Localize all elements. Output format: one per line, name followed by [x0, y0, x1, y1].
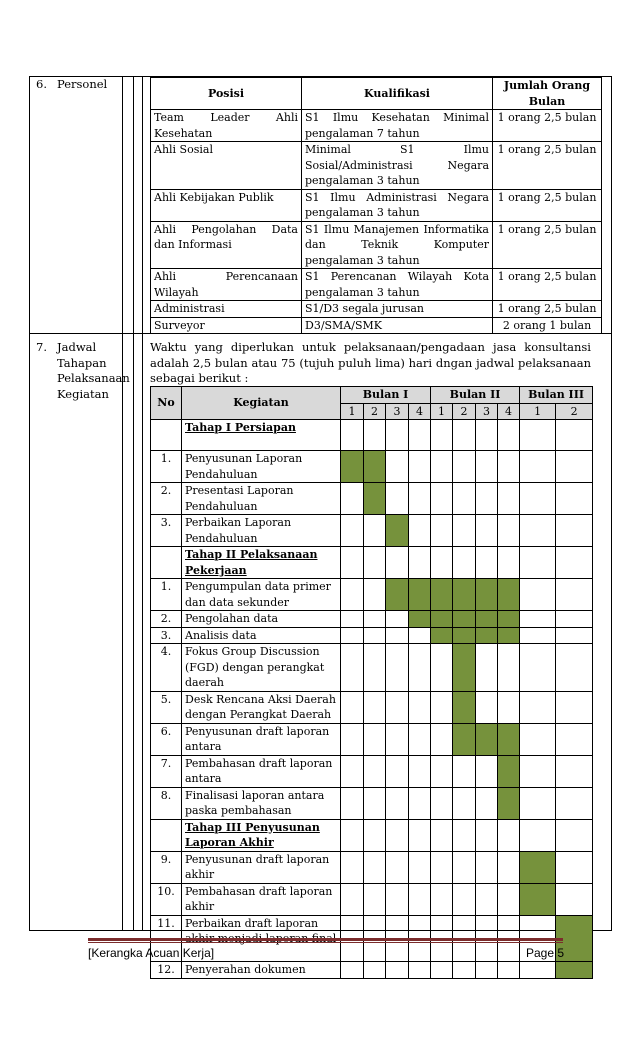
schedule-empty-cell	[498, 883, 520, 915]
schedule-empty-cell	[409, 483, 431, 515]
section-title-jadwal: Jadwal Tahapan Pelaksanaan Kegiatan	[57, 340, 130, 401]
footer-document-title: [Kerangka Acuan Kerja]	[88, 946, 215, 960]
schedule-phase-row	[151, 547, 593, 579]
section-number: 7.	[36, 340, 47, 354]
schedule-empty-cell	[341, 962, 364, 979]
personnel-kualifikasi: Minimal S1 Ilmu Sosial/Administrasi Negara pengalaman 3 tahun	[302, 142, 493, 190]
header-week: 4	[498, 403, 520, 420]
schedule-empty-cell	[386, 723, 409, 755]
schedule-empty-cell	[476, 755, 498, 787]
schedule-empty-cell	[341, 644, 364, 692]
header-kegiatan: Kegiatan	[182, 387, 341, 420]
personnel-kualifikasi: D3/SMA/SMK	[302, 317, 493, 334]
schedule-kegiatan: Pembahasan draft laporan akhir	[182, 883, 341, 915]
schedule-kegiatan: Fokus Group Discussion (FGD) dengan perangkat daerah	[182, 644, 341, 692]
schedule-empty-cell	[431, 691, 453, 723]
personnel-row	[151, 317, 602, 334]
schedule-empty-cell	[498, 691, 520, 723]
schedule-bar-cell	[453, 691, 476, 723]
schedule-no: 1.	[151, 579, 182, 611]
schedule-empty-cell	[431, 819, 453, 851]
schedule-kegiatan: Tahap I Persiapan	[182, 420, 341, 451]
schedule-empty-cell	[409, 883, 431, 915]
schedule-empty-cell	[341, 547, 364, 579]
schedule-kegiatan: Analisis data	[182, 627, 341, 644]
schedule-empty-cell	[341, 883, 364, 915]
schedule-empty-cell	[520, 611, 556, 628]
schedule-empty-cell	[386, 787, 409, 819]
personnel-jumlah: 1 orang 2,5 bulan	[493, 189, 602, 221]
schedule-empty-cell	[364, 627, 386, 644]
schedule-task-row	[151, 851, 593, 883]
schedule-bar-cell	[498, 579, 520, 611]
schedule-empty-cell	[386, 483, 409, 515]
schedule-empty-cell	[520, 787, 556, 819]
footer-rule	[88, 942, 563, 943]
schedule-empty-cell	[520, 962, 556, 979]
schedule-empty-cell	[364, 579, 386, 611]
schedule-bar-cell	[386, 515, 409, 547]
schedule-empty-cell	[556, 883, 593, 915]
schedule-kegiatan: Perbaikan draft laporan	[182, 915, 341, 962]
header-posisi: Posisi	[151, 78, 302, 110]
schedule-no: 9.	[151, 851, 182, 883]
schedule-empty-cell	[341, 420, 364, 451]
schedule-empty-cell	[409, 819, 431, 851]
schedule-empty-cell	[498, 644, 520, 692]
personnel-kualifikasi: S1 Ilmu Manajemen Informatika dan Teknik Komputer pengalaman 3 tahun	[302, 221, 493, 269]
schedule-bar-cell	[498, 627, 520, 644]
schedule-empty-cell	[364, 691, 386, 723]
schedule-empty-cell	[386, 547, 409, 579]
schedule-empty-cell	[341, 851, 364, 883]
schedule-task-row	[151, 962, 593, 979]
schedule-bar-cell	[453, 611, 476, 628]
schedule-empty-cell	[409, 627, 431, 644]
personnel-posisi: Ahli Kebijakan Publik	[151, 189, 302, 221]
section-number: 6.	[36, 77, 47, 91]
schedule-task-row	[151, 579, 593, 611]
schedule-kegiatan: Perbaikan Laporan Pendahuluan	[182, 515, 341, 547]
schedule-bar-cell	[498, 755, 520, 787]
schedule-empty-cell	[520, 420, 556, 451]
personnel-table	[150, 77, 602, 334]
schedule-empty-cell	[364, 883, 386, 915]
schedule-empty-cell	[364, 515, 386, 547]
schedule-empty-cell	[431, 515, 453, 547]
schedule-empty-cell	[341, 515, 364, 547]
schedule-empty-cell	[341, 819, 364, 851]
header-week: 1	[520, 403, 556, 420]
schedule-no: 5.	[151, 691, 182, 723]
schedule-intro: Waktu yang diperlukan untuk pelaksanaan/pengadaan jasa konsultansi adalah 2,5 bulan atau 75 (tujuh puluh lima) hari dngan jadwal pelaksanaan sebagai berikut :	[150, 340, 591, 385]
personnel-kualifikasi: S1 Ilmu Administrasi Negara pengalaman 3 tahun	[302, 189, 493, 221]
personnel-jumlah: 1 orang 2,5 bulan	[493, 301, 602, 318]
personnel-jumlah: 1 orang 2,5 bulan	[493, 142, 602, 190]
schedule-empty-cell	[431, 483, 453, 515]
schedule-kegiatan: Penyusunan Laporan Pendahuluan	[182, 451, 341, 483]
schedule-empty-cell	[476, 451, 498, 483]
header-jumlah: Jumlah Orang Bulan	[493, 78, 602, 110]
schedule-no: 4.	[151, 644, 182, 692]
schedule-task-row	[151, 644, 593, 692]
schedule-empty-cell	[386, 611, 409, 628]
personnel-kualifikasi: S1 Ilmu Kesehatan Minimal pengalaman 7 tahun	[302, 110, 493, 142]
personnel-row	[151, 189, 602, 221]
schedule-empty-cell	[386, 851, 409, 883]
schedule-empty-cell	[341, 723, 364, 755]
column-line	[133, 76, 134, 931]
schedule-bar-cell	[498, 787, 520, 819]
schedule-bar-cell	[364, 483, 386, 515]
schedule-empty-cell	[453, 451, 476, 483]
schedule-task-row	[151, 787, 593, 819]
schedule-no	[151, 547, 182, 579]
schedule-bar-cell	[386, 579, 409, 611]
schedule-kegiatan: Pengolahan data	[182, 611, 341, 628]
schedule-empty-cell	[386, 691, 409, 723]
schedule-empty-cell	[556, 627, 593, 644]
column-line	[122, 76, 123, 931]
schedule-empty-cell	[409, 962, 431, 979]
schedule-empty-cell	[520, 515, 556, 547]
schedule-empty-cell	[431, 851, 453, 883]
header-month: Bulan II	[431, 387, 520, 404]
schedule-phase-row	[151, 420, 593, 451]
schedule-empty-cell	[364, 851, 386, 883]
schedule-empty-cell	[386, 420, 409, 451]
schedule-bar-cell	[409, 611, 431, 628]
schedule-task-row	[151, 755, 593, 787]
schedule-task-row	[151, 883, 593, 915]
schedule-empty-cell	[364, 819, 386, 851]
schedule-task-row	[151, 627, 593, 644]
schedule-bar-cell	[431, 611, 453, 628]
personnel-jumlah: 2 orang 1 bulan	[493, 317, 602, 334]
schedule-bar-cell	[341, 451, 364, 483]
personnel-posisi: Ahli Perencanaan Wilayah	[151, 269, 302, 301]
schedule-empty-cell	[520, 755, 556, 787]
schedule-phase-row	[151, 819, 593, 851]
schedule-empty-cell	[431, 787, 453, 819]
schedule-empty-cell	[341, 579, 364, 611]
header-week: 3	[386, 403, 409, 420]
schedule-bar-cell	[409, 579, 431, 611]
schedule-empty-cell	[364, 723, 386, 755]
schedule-empty-cell	[520, 579, 556, 611]
schedule-empty-cell	[498, 515, 520, 547]
schedule-empty-cell	[364, 755, 386, 787]
schedule-no: 2.	[151, 483, 182, 515]
header-week: 2	[556, 403, 593, 420]
schedule-no	[151, 819, 182, 851]
schedule-empty-cell	[409, 787, 431, 819]
schedule-empty-cell	[520, 723, 556, 755]
schedule-empty-cell	[409, 691, 431, 723]
personnel-row	[151, 110, 602, 142]
schedule-empty-cell	[431, 883, 453, 915]
header-week: 3	[476, 403, 498, 420]
schedule-empty-cell	[386, 627, 409, 644]
schedule-no: 11.	[151, 915, 182, 962]
schedule-no: 3.	[151, 627, 182, 644]
personnel-posisi: Ahli Pengolahan Data dan Informasi	[151, 221, 302, 269]
schedule-empty-cell	[431, 644, 453, 692]
schedule-empty-cell	[431, 451, 453, 483]
schedule-task-row	[151, 451, 593, 483]
header-month: Bulan III	[520, 387, 593, 404]
schedule-task-row	[151, 611, 593, 628]
schedule-kegiatan: Penyusunan draft laporan antara	[182, 723, 341, 755]
schedule-empty-cell	[476, 962, 498, 979]
schedule-empty-cell	[556, 755, 593, 787]
schedule-bar-cell	[453, 723, 476, 755]
schedule-task-row	[151, 515, 593, 547]
schedule-empty-cell	[520, 691, 556, 723]
schedule-empty-cell	[386, 962, 409, 979]
header-no: No	[151, 387, 182, 420]
schedule-empty-cell	[341, 787, 364, 819]
schedule-no: 1.	[151, 451, 182, 483]
schedule-empty-cell	[520, 451, 556, 483]
schedule-empty-cell	[498, 420, 520, 451]
schedule-empty-cell	[520, 483, 556, 515]
schedule-task-row	[151, 691, 593, 723]
schedule-empty-cell	[453, 962, 476, 979]
schedule-bar-cell	[431, 579, 453, 611]
schedule-bar-cell	[453, 579, 476, 611]
schedule-empty-cell	[409, 515, 431, 547]
schedule-empty-cell	[409, 420, 431, 451]
schedule-empty-cell	[364, 644, 386, 692]
schedule-empty-cell	[556, 819, 593, 851]
schedule-empty-cell	[453, 787, 476, 819]
schedule-empty-cell	[453, 547, 476, 579]
schedule-empty-cell	[431, 723, 453, 755]
schedule-empty-cell	[476, 483, 498, 515]
schedule-empty-cell	[556, 420, 593, 451]
personnel-row	[151, 269, 602, 301]
schedule-no: 6.	[151, 723, 182, 755]
schedule-empty-cell	[386, 755, 409, 787]
schedule-empty-cell	[364, 611, 386, 628]
header-week: 2	[453, 403, 476, 420]
schedule-empty-cell	[453, 420, 476, 451]
schedule-no	[151, 420, 182, 451]
schedule-kegiatan: Tahap III Penyusunan Laporan Akhir	[182, 819, 341, 851]
schedule-empty-cell	[364, 547, 386, 579]
schedule-empty-cell	[556, 851, 593, 883]
personnel-posisi: Team Leader Ahli Kesehatan	[151, 110, 302, 142]
footer-page-number: Page 5	[526, 946, 565, 960]
schedule-bar-cell	[476, 723, 498, 755]
schedule-bar-cell	[476, 579, 498, 611]
header-kualifikasi: Kualifikasi	[302, 78, 493, 110]
schedule-table	[150, 386, 593, 979]
personnel-row	[151, 142, 602, 190]
schedule-empty-cell	[431, 547, 453, 579]
schedule-bar-cell	[520, 883, 556, 915]
schedule-empty-cell	[476, 819, 498, 851]
schedule-kegiatan: Tahap II Pelaksanaan Pekerjaan	[182, 547, 341, 579]
schedule-kegiatan: Penyusunan draft laporan akhir	[182, 851, 341, 883]
personnel-row	[151, 221, 602, 269]
schedule-empty-cell	[364, 962, 386, 979]
schedule-empty-cell	[556, 644, 593, 692]
personnel-kualifikasi: S1 Perencanan Wilayah Kota pengalaman 3 tahun	[302, 269, 493, 301]
schedule-empty-cell	[341, 691, 364, 723]
schedule-no: 3.	[151, 515, 182, 547]
schedule-empty-cell	[556, 451, 593, 483]
personnel-posisi: Surveyor	[151, 317, 302, 334]
schedule-bar-cell	[476, 611, 498, 628]
schedule-empty-cell	[453, 851, 476, 883]
schedule-empty-cell	[386, 451, 409, 483]
schedule-empty-cell	[409, 547, 431, 579]
header-week: 1	[341, 403, 364, 420]
schedule-empty-cell	[498, 451, 520, 483]
schedule-empty-cell	[386, 644, 409, 692]
schedule-empty-cell	[341, 611, 364, 628]
schedule-empty-cell	[556, 483, 593, 515]
schedule-empty-cell	[476, 644, 498, 692]
schedule-empty-cell	[453, 819, 476, 851]
schedule-empty-cell	[498, 819, 520, 851]
schedule-empty-cell	[364, 420, 386, 451]
schedule-empty-cell	[476, 851, 498, 883]
schedule-empty-cell	[453, 515, 476, 547]
header-month: Bulan I	[341, 387, 431, 404]
schedule-bar-cell	[364, 451, 386, 483]
schedule-no: 2.	[151, 611, 182, 628]
schedule-empty-cell	[520, 819, 556, 851]
schedule-kegiatan: Pengumpulan data primer dan data sekunder	[182, 579, 341, 611]
schedule-bar-cell	[431, 627, 453, 644]
schedule-empty-cell	[341, 755, 364, 787]
schedule-kegiatan: Penyerahan dokumen	[182, 962, 341, 979]
schedule-empty-cell	[520, 547, 556, 579]
personnel-posisi: Ahli Sosial	[151, 142, 302, 190]
schedule-empty-cell	[520, 627, 556, 644]
schedule-empty-cell	[453, 483, 476, 515]
schedule-empty-cell	[556, 723, 593, 755]
schedule-empty-cell	[409, 723, 431, 755]
schedule-empty-cell	[386, 819, 409, 851]
schedule-empty-cell	[556, 611, 593, 628]
schedule-empty-cell	[498, 483, 520, 515]
schedule-empty-cell	[364, 787, 386, 819]
schedule-no: 10.	[151, 883, 182, 915]
schedule-bar-cell	[453, 644, 476, 692]
personnel-jumlah: 1 orang 2,5 bulan	[493, 221, 602, 269]
schedule-bar-cell	[498, 723, 520, 755]
schedule-empty-cell	[453, 755, 476, 787]
footer-rule	[88, 938, 563, 941]
schedule-bar-cell	[498, 611, 520, 628]
personnel-jumlah: 1 orang 2,5 bulan	[493, 269, 602, 301]
schedule-empty-cell	[386, 883, 409, 915]
schedule-empty-cell	[476, 515, 498, 547]
schedule-no: 8.	[151, 787, 182, 819]
schedule-bar-cell	[556, 962, 593, 979]
schedule-empty-cell	[498, 851, 520, 883]
personnel-row	[151, 301, 602, 318]
schedule-empty-cell	[556, 787, 593, 819]
schedule-empty-cell	[520, 644, 556, 692]
personnel-kualifikasi: S1/D3 segala jurusan	[302, 301, 493, 318]
schedule-empty-cell	[476, 547, 498, 579]
schedule-empty-cell	[498, 962, 520, 979]
schedule-empty-cell	[431, 420, 453, 451]
schedule-empty-cell	[476, 883, 498, 915]
schedule-bar-cell	[476, 627, 498, 644]
schedule-empty-cell	[556, 515, 593, 547]
schedule-empty-cell	[453, 883, 476, 915]
schedule-bar-cell	[520, 851, 556, 883]
schedule-empty-cell	[341, 627, 364, 644]
schedule-no: 7.	[151, 755, 182, 787]
column-line	[142, 76, 143, 931]
personnel-posisi: Administrasi	[151, 301, 302, 318]
schedule-task-row	[151, 723, 593, 755]
schedule-empty-cell	[409, 851, 431, 883]
schedule-empty-cell	[431, 962, 453, 979]
schedule-empty-cell	[341, 483, 364, 515]
schedule-empty-cell	[476, 420, 498, 451]
schedule-no: 12.	[151, 962, 182, 979]
schedule-kegiatan: Desk Rencana Aksi Daerah dengan Perangkat Daerah	[182, 691, 341, 723]
schedule-empty-cell	[409, 755, 431, 787]
schedule-empty-cell	[431, 755, 453, 787]
schedule-bar-cell	[453, 627, 476, 644]
schedule-empty-cell	[556, 579, 593, 611]
schedule-task-row	[151, 483, 593, 515]
schedule-empty-cell	[498, 547, 520, 579]
section-title-personel: Personel	[57, 77, 108, 91]
header-week: 1	[431, 403, 453, 420]
schedule-kegiatan: Finalisasi laporan antara paska pembahasan	[182, 787, 341, 819]
schedule-kegiatan: Presentasi Laporan Pendahuluan	[182, 483, 341, 515]
schedule-empty-cell	[476, 691, 498, 723]
schedule-empty-cell	[409, 644, 431, 692]
header-week: 4	[409, 403, 431, 420]
schedule-empty-cell	[556, 691, 593, 723]
schedule-empty-cell	[409, 451, 431, 483]
personnel-jumlah: 1 orang 2,5 bulan	[493, 110, 602, 142]
header-week: 2	[364, 403, 386, 420]
schedule-kegiatan: Pembahasan draft laporan antara	[182, 755, 341, 787]
schedule-empty-cell	[476, 787, 498, 819]
schedule-empty-cell	[556, 547, 593, 579]
